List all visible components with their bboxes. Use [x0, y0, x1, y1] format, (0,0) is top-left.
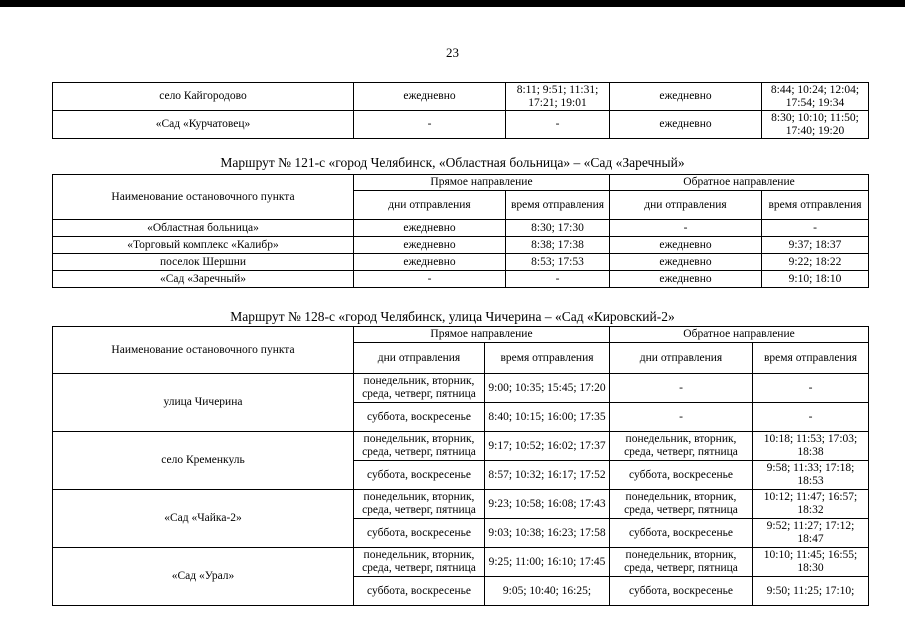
forward-days-header: дни отправления: [354, 343, 485, 374]
forward-days: -: [354, 271, 506, 288]
forward-times: 9:23; 10:58; 16:08; 17:43: [485, 490, 610, 519]
backward-times: 10:18; 11:53; 17:03; 18:38: [753, 432, 869, 461]
forward-times: 9:00; 10:35; 15:45; 17:20: [485, 374, 610, 403]
forward-times: 9:25; 11:00; 16:10; 17:45: [485, 548, 610, 577]
backward-times: 9:58; 11:33; 17:18; 18:53: [753, 461, 869, 490]
backward-days: ежедневно: [610, 254, 762, 271]
forward-direction-header: Прямое направление: [354, 175, 610, 191]
backward-times: 8:30; 10:10; 11:50; 17:40; 19:20: [762, 111, 869, 139]
table-row: [53, 490, 869, 519]
backward-days-header: дни отправления: [610, 191, 762, 220]
stop-name: «Сад «Чайка-2»: [53, 490, 354, 548]
stop-name: «Сад «Урал»: [53, 548, 354, 606]
forward-times: 8:40; 10:15; 16:00; 17:35: [485, 403, 610, 432]
forward-time-header: время отправления: [485, 343, 610, 374]
forward-days: суббота, воскресенье: [354, 577, 485, 606]
backward-time-header: время отправления: [753, 343, 869, 374]
stop-column-header: Наименование остановочного пункта: [53, 327, 354, 374]
backward-days: понедельник, вторник, среда, четверг, пятница: [610, 490, 753, 519]
forward-times: 9:05; 10:40; 16:25;: [485, 577, 610, 606]
forward-times: 9:03; 10:38; 16:23; 17:58: [485, 519, 610, 548]
forward-days: суббота, воскресенье: [354, 403, 485, 432]
route-continuation-table: [52, 82, 869, 139]
backward-days: ежедневно: [610, 83, 762, 111]
forward-days: суббота, воскресенье: [354, 461, 485, 490]
table-row: [53, 237, 869, 254]
backward-days: ежедневно: [610, 111, 762, 139]
backward-time-header: время отправления: [762, 191, 869, 220]
top-border: [0, 0, 905, 7]
forward-days: ежедневно: [354, 237, 506, 254]
forward-times: -: [506, 111, 610, 139]
forward-days: суббота, воскресенье: [354, 519, 485, 548]
route-128-title: Маршрут № 128-с «город Челябинск, улица Чичерина – «Сад «Кировский-2»: [230, 309, 675, 324]
forward-days: ежедневно: [354, 220, 506, 237]
backward-days: понедельник, вторник, среда, четверг, пятница: [610, 548, 753, 577]
route-121-title: Маршрут № 121-с «город Челябинск, «Областная больница» – «Сад «Заречный»: [220, 155, 685, 170]
forward-days: ежедневно: [354, 83, 506, 111]
forward-direction-header: Прямое направление: [354, 327, 610, 343]
backward-days: ежедневно: [610, 271, 762, 288]
backward-days: -: [610, 403, 753, 432]
backward-days: суббота, воскресенье: [610, 461, 753, 490]
backward-days: суббота, воскресенье: [610, 519, 753, 548]
backward-times: 9:37; 18:37: [762, 237, 869, 254]
forward-times: 8:11; 9:51; 11:31; 17:21; 19:01: [506, 83, 610, 111]
forward-days: ежедневно: [354, 254, 506, 271]
stop-name: село Кременкуль: [53, 432, 354, 490]
backward-times: 9:52; 11:27; 17:12; 18:47: [753, 519, 869, 548]
stop-name: улица Чичерина: [53, 374, 354, 432]
forward-times: 9:17; 10:52; 16:02; 17:37: [485, 432, 610, 461]
backward-days: суббота, воскресенье: [610, 577, 753, 606]
backward-times: -: [762, 220, 869, 237]
stop-name: «Областная больница»: [53, 220, 354, 237]
forward-times: 8:38; 17:38: [506, 237, 610, 254]
table-row: [53, 374, 869, 403]
forward-times: 8:57; 10:32; 16:17; 17:52: [485, 461, 610, 490]
backward-times: 9:50; 11:25; 17:10;: [753, 577, 869, 606]
forward-times: -: [506, 271, 610, 288]
forward-days-header: дни отправления: [354, 191, 506, 220]
forward-days: понедельник, вторник, среда, четверг, пятница: [354, 548, 485, 577]
route-128-table: [52, 326, 869, 606]
backward-times: -: [753, 374, 869, 403]
backward-days: ежедневно: [610, 237, 762, 254]
backward-times: 9:10; 18:10: [762, 271, 869, 288]
forward-days: -: [354, 111, 506, 139]
backward-days: понедельник, вторник, среда, четверг, пятница: [610, 432, 753, 461]
table-row: [53, 254, 869, 271]
backward-times: 10:10; 11:45; 16:55; 18:30: [753, 548, 869, 577]
backward-direction-header: Обратное направление: [610, 175, 869, 191]
forward-time-header: время отправления: [506, 191, 610, 220]
backward-times: 10:12; 11:47; 16:57; 18:32: [753, 490, 869, 519]
stop-name: «Торговый комплекс «Калибр»: [53, 237, 354, 254]
stop-name: «Сад «Заречный»: [53, 271, 354, 288]
backward-days: -: [610, 374, 753, 403]
forward-days: понедельник, вторник, среда, четверг, пятница: [354, 490, 485, 519]
stop-name: поселок Шершни: [53, 254, 354, 271]
table-row: [53, 432, 869, 461]
stop-column-header: Наименование остановочного пункта: [53, 175, 354, 220]
table-row: [53, 548, 869, 577]
route-121-table: [52, 174, 869, 288]
page-number: 23: [446, 45, 459, 60]
forward-times: 8:53; 17:53: [506, 254, 610, 271]
table-row: [53, 220, 869, 237]
backward-days-header: дни отправления: [610, 343, 753, 374]
forward-times: 8:30; 17:30: [506, 220, 610, 237]
backward-direction-header: Обратное направление: [610, 327, 869, 343]
forward-days: понедельник, вторник, среда, четверг, пятница: [354, 432, 485, 461]
table-row: [53, 111, 869, 139]
backward-times: 9:22; 18:22: [762, 254, 869, 271]
backward-days: -: [610, 220, 762, 237]
forward-days: понедельник, вторник, среда, четверг, пятница: [354, 374, 485, 403]
backward-times: 8:44; 10:24; 12:04; 17:54; 19:34: [762, 83, 869, 111]
table-row: [53, 83, 869, 111]
table-row: [53, 271, 869, 288]
backward-times: -: [753, 403, 869, 432]
stop-name: «Сад «Курчатовец»: [53, 111, 354, 139]
stop-name: село Кайгородово: [53, 83, 354, 111]
